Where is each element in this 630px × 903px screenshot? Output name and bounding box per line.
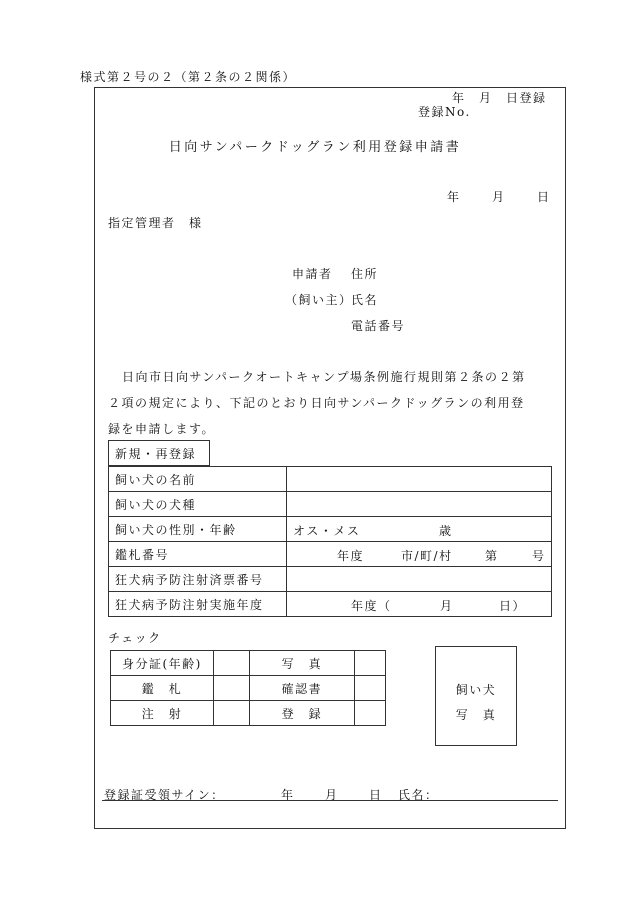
receipt-day: 日 (369, 788, 383, 802)
dog-photo-label: 飼い犬 (455, 683, 497, 697)
check-id-label: 身分証(年齢) (111, 651, 214, 676)
dog-sex-age-label: 飼い犬の性別・年齢 (109, 517, 287, 542)
receipt-month: 月 (325, 788, 339, 802)
rabies-tag-value[interactable] (287, 567, 552, 592)
check-license-box[interactable] (213, 676, 249, 701)
check-id-box[interactable] (213, 651, 249, 676)
application-year: 年 (447, 190, 461, 204)
license-no-prefix: 第 (485, 549, 499, 563)
rabies-year: 年度（ (351, 599, 392, 613)
application-day: 日 (537, 190, 551, 204)
registration-type-box (108, 440, 210, 466)
applicant-label: 申請者 (292, 267, 333, 281)
sex-options: オス・メス (293, 524, 361, 538)
license-year: 年度 (337, 549, 365, 563)
check-photo-box[interactable] (355, 651, 386, 676)
dog-name-label: 飼い犬の名前 (109, 467, 287, 492)
license-no-suffix: 号 (532, 549, 546, 563)
age-unit: 歳 (439, 524, 453, 538)
dog-name-value[interactable] (287, 467, 552, 492)
rabies-year-label: 狂犬病予防注射実施年度 (109, 592, 287, 617)
body-text-line2: ２項の規定により、下記のとおり日向サンパークドッグランの利用登 (108, 396, 525, 410)
table-row (109, 467, 552, 492)
body-text-line1: 日向市日向サンパークオートキャンプ場条例施行規則第２条の２第 (122, 370, 526, 384)
dog-breed-value[interactable] (287, 492, 552, 517)
document-title: 日向サンパークドッグラン利用登録申請書 (168, 140, 462, 155)
rabies-month: 月 (440, 599, 454, 613)
table-row (109, 542, 552, 567)
receipt-signature-line[interactable] (102, 800, 558, 801)
check-confirmation-label: 確認書 (249, 676, 354, 701)
address-label: 住所 (351, 267, 379, 281)
table-row (109, 517, 552, 542)
table-row (111, 701, 386, 726)
addressee: 指定管理者 様 (108, 216, 203, 230)
body-text-line3: 録を申請します。 (108, 422, 216, 436)
check-injection-box[interactable] (213, 701, 249, 726)
receipt-year: 年 (281, 788, 295, 802)
check-label: チェック (108, 631, 162, 645)
rabies-year-value[interactable] (287, 592, 552, 617)
check-license-label: 鑑 札 (111, 676, 214, 701)
date-registered: 年 月 日登録 (452, 91, 547, 105)
table-row (109, 592, 552, 617)
table-row (111, 651, 386, 676)
registration-number-label: 登録No. (418, 105, 471, 119)
dog-breed-label: 飼い犬の犬種 (109, 492, 287, 517)
license-city: 市/町/村 (401, 549, 453, 563)
check-confirmation-box[interactable] (355, 676, 386, 701)
name-label: 氏名 (351, 293, 379, 307)
check-injection-label: 注 射 (111, 701, 214, 726)
dog-photo-box[interactable] (435, 646, 517, 746)
receipt-sign-label: 登録証受領サイン： (104, 788, 225, 802)
check-registration-box[interactable] (355, 701, 386, 726)
table-row (109, 567, 552, 592)
table-row (109, 492, 552, 517)
table-row (111, 676, 386, 701)
application-month: 月 (492, 190, 506, 204)
license-number-value[interactable] (287, 542, 552, 567)
rabies-tag-label: 狂犬病予防注射済票番号 (109, 567, 287, 592)
owner-label: （飼い主） (285, 293, 353, 307)
license-number-label: 鑑札番号 (109, 542, 287, 567)
dog-info-table (108, 466, 552, 617)
dog-sex-age-value[interactable] (287, 517, 552, 542)
check-photo-label: 写 真 (249, 651, 354, 676)
dog-photo-label-2: 写 真 (455, 708, 497, 722)
rabies-day: 日） (499, 599, 527, 613)
receipt-name-label: 氏名： (398, 788, 439, 802)
phone-label: 電話番号 (351, 319, 406, 333)
registration-type: 新規・再登録 (115, 447, 197, 461)
check-table (110, 650, 386, 726)
form-number: 様式第２号の２（第２条の２関係） (80, 70, 297, 84)
check-registration-label: 登 録 (249, 701, 354, 726)
